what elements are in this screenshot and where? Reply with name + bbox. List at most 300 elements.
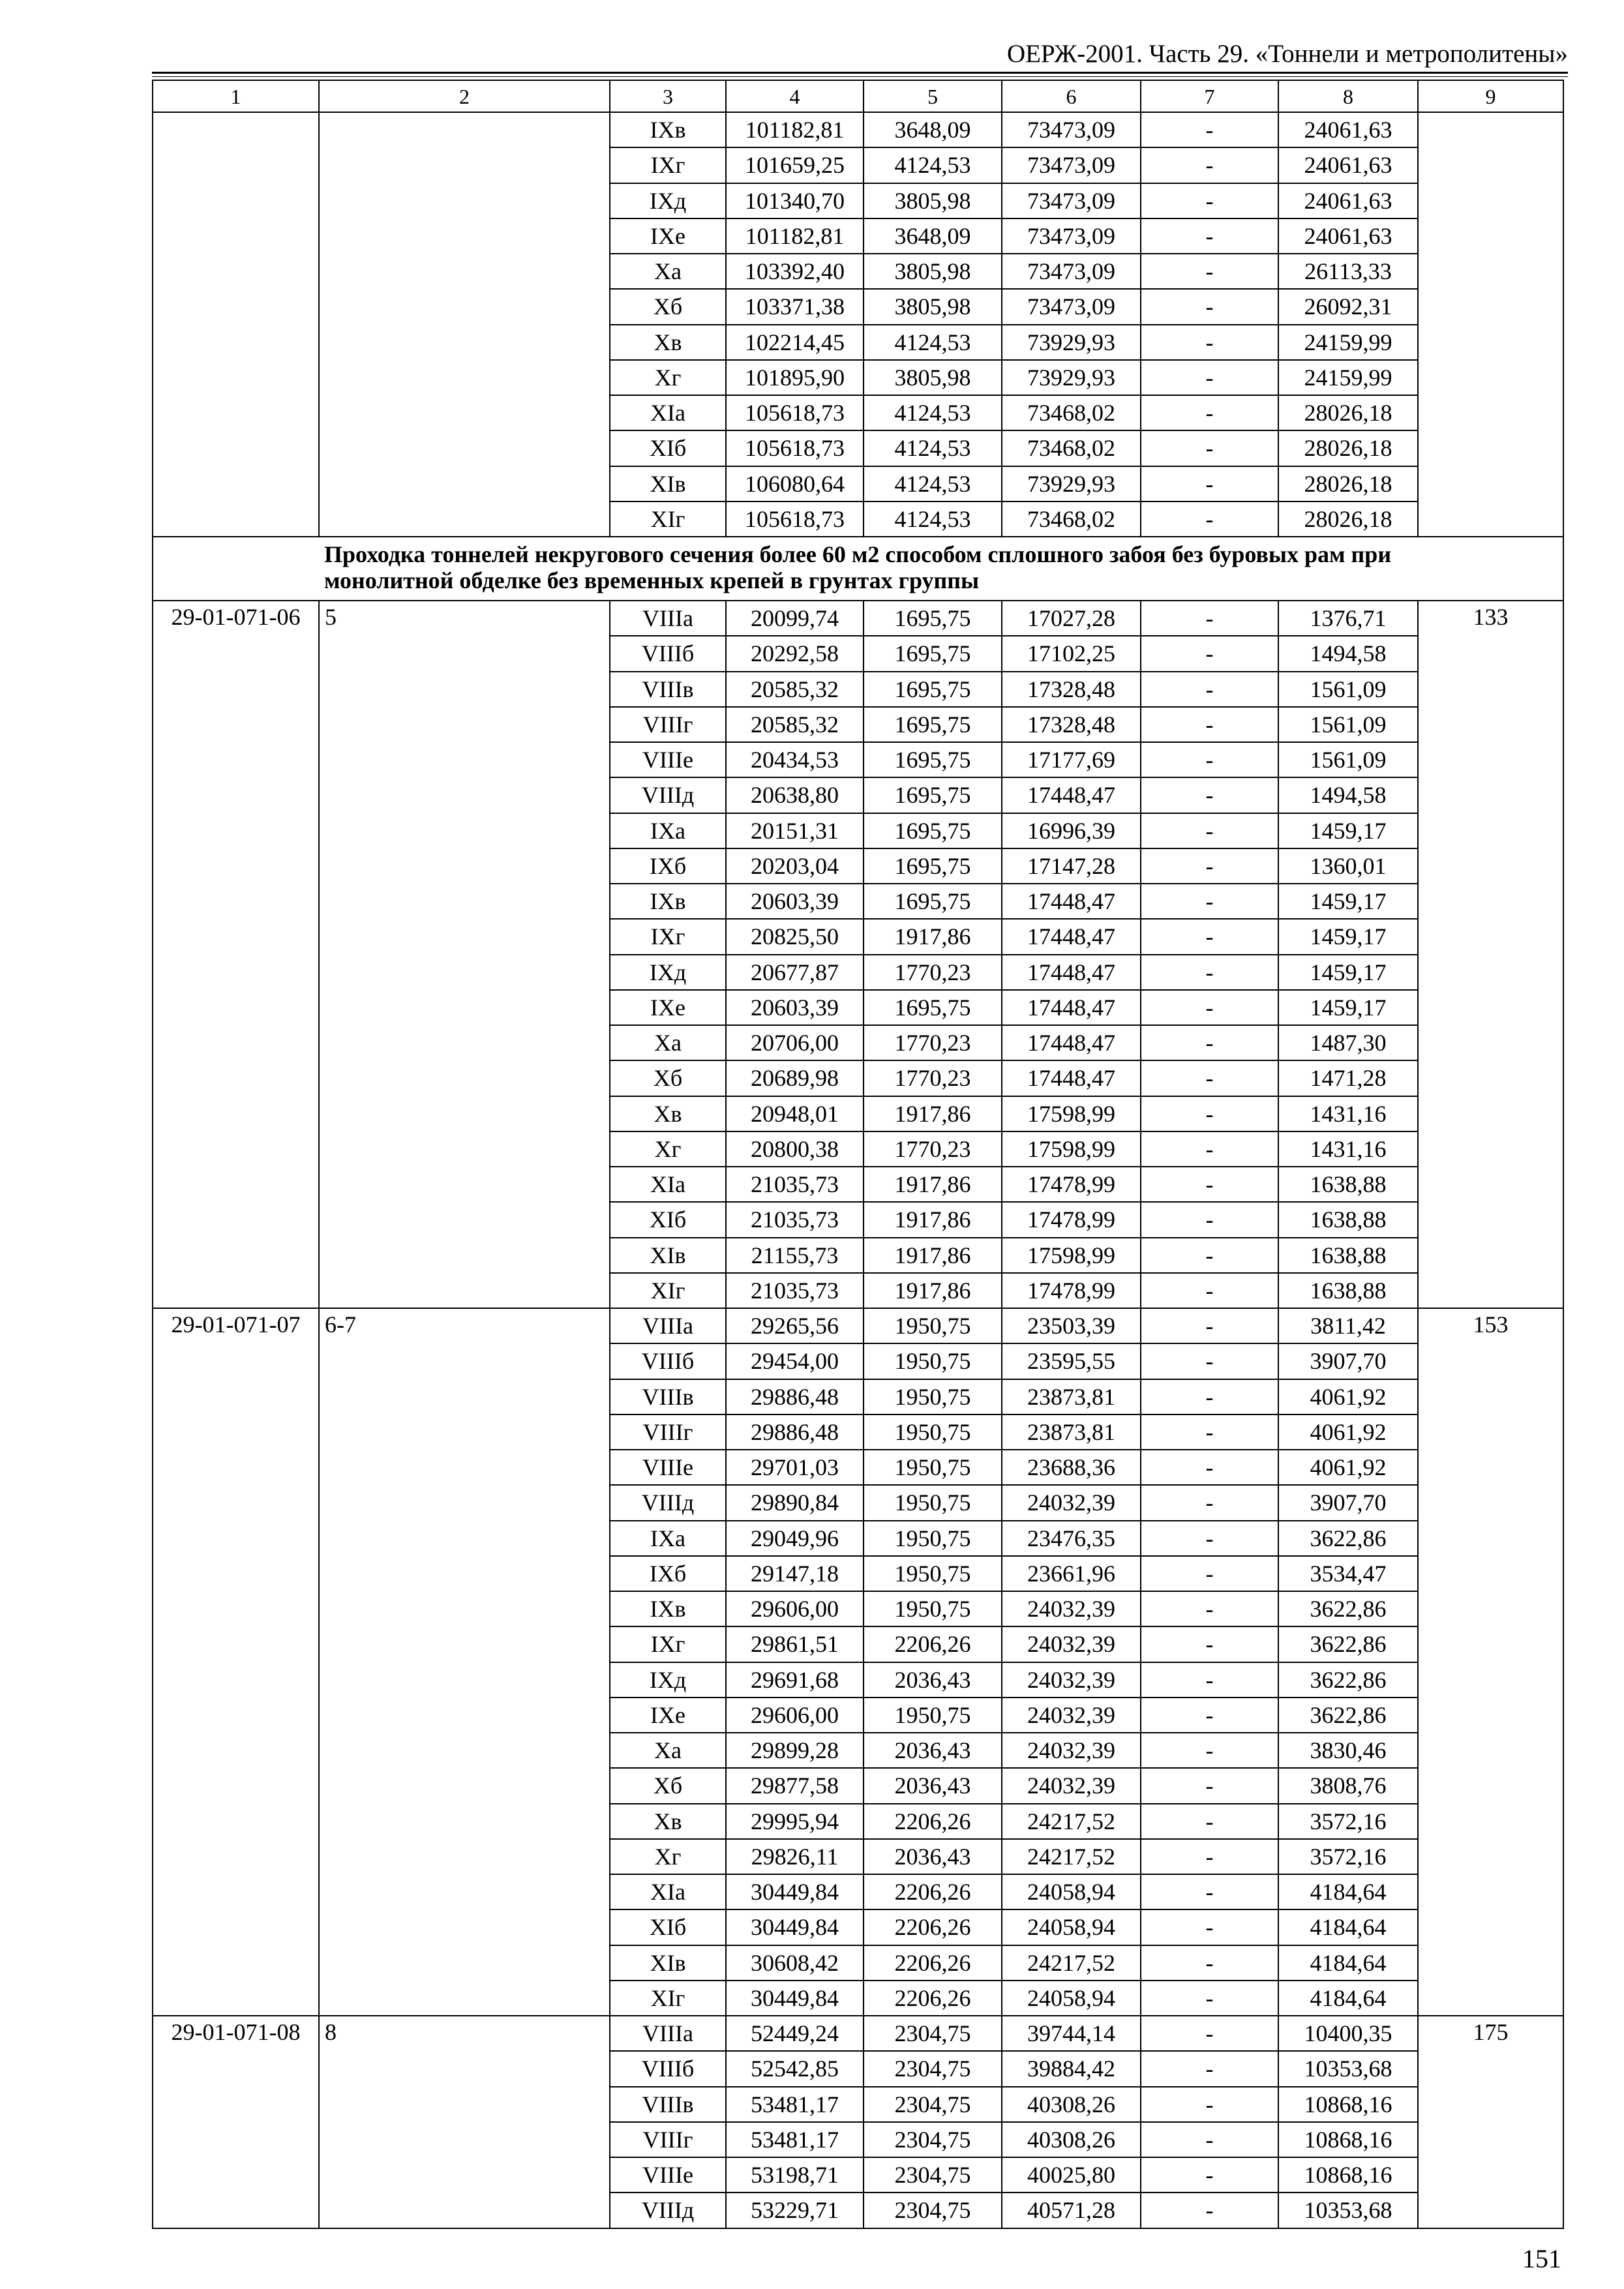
total-cost: 30449,84 bbox=[726, 1909, 864, 1945]
labor-cost: 2304,75 bbox=[864, 2122, 1002, 2157]
labor-cost: 1950,75 bbox=[864, 1485, 1002, 1520]
total-cost: 20638,80 bbox=[726, 777, 864, 813]
category: XIб bbox=[610, 430, 726, 466]
total-cost: 101182,81 bbox=[726, 218, 864, 254]
labor-cost: 1950,75 bbox=[864, 1343, 1002, 1379]
total-cost: 29861,51 bbox=[726, 1626, 864, 1662]
materials-cost: 1638,88 bbox=[1278, 1238, 1418, 1273]
total-cost: 53481,17 bbox=[726, 2122, 864, 2157]
total-cost: 21155,73 bbox=[726, 1238, 864, 1273]
machine-cost: 16996,39 bbox=[1002, 813, 1141, 848]
labor-cost: 4124,53 bbox=[864, 501, 1002, 537]
materials-cost: 3572,16 bbox=[1278, 1839, 1418, 1874]
labor-cost: 2036,43 bbox=[864, 1733, 1002, 1768]
labor-cost: 1917,86 bbox=[864, 1167, 1002, 1202]
machine-cost: 40571,28 bbox=[1002, 2192, 1141, 2228]
column-number: 3 bbox=[610, 80, 726, 112]
driver-wages: - bbox=[1141, 1662, 1278, 1698]
total-cost: 29701,03 bbox=[726, 1450, 864, 1485]
total-cost: 53481,17 bbox=[726, 2087, 864, 2122]
category: VIIIе bbox=[610, 2157, 726, 2192]
driver-wages: - bbox=[1141, 1167, 1278, 1202]
labor-cost: 1950,75 bbox=[864, 1450, 1002, 1485]
machine-cost: 23688,36 bbox=[1002, 1450, 1141, 1485]
section-heading-spacer bbox=[153, 537, 319, 601]
materials-cost: 1561,09 bbox=[1278, 742, 1418, 777]
driver-wages: - bbox=[1141, 1131, 1278, 1167]
machine-cost: 17102,25 bbox=[1002, 636, 1141, 671]
materials-cost: 4184,64 bbox=[1278, 1909, 1418, 1945]
labor-cost: 3648,09 bbox=[864, 218, 1002, 254]
materials-cost: 4061,92 bbox=[1278, 1379, 1418, 1414]
labor-cost: 1770,23 bbox=[864, 1060, 1002, 1096]
driver-wages: - bbox=[1141, 1804, 1278, 1839]
machine-cost: 73468,02 bbox=[1002, 395, 1141, 430]
machine-cost: 73929,93 bbox=[1002, 466, 1141, 501]
category: IXг bbox=[610, 919, 726, 954]
labor-cost: 2304,75 bbox=[864, 2157, 1002, 2192]
labor-cost: 4124,53 bbox=[864, 147, 1002, 183]
category: Xа bbox=[610, 1733, 726, 1768]
category: VIIIд bbox=[610, 2192, 726, 2228]
materials-cost: 28026,18 bbox=[1278, 395, 1418, 430]
driver-wages: - bbox=[1141, 1909, 1278, 1945]
machine-cost: 73473,09 bbox=[1002, 183, 1141, 218]
machine-cost: 17598,99 bbox=[1002, 1238, 1141, 1273]
total-cost: 30449,84 bbox=[726, 1874, 864, 1909]
table-row bbox=[153, 601, 1563, 636]
column-number: 6 bbox=[1002, 80, 1141, 112]
labor-cost: 1950,75 bbox=[864, 1308, 1002, 1343]
machine-cost: 17598,99 bbox=[1002, 1096, 1141, 1131]
column-number-row bbox=[153, 80, 1563, 112]
materials-cost: 1376,71 bbox=[1278, 601, 1418, 636]
labor-cost: 1950,75 bbox=[864, 1521, 1002, 1556]
table-row bbox=[153, 2016, 1563, 2051]
section-heading-line: Проходка тоннелей некругового сечения более 60 м2 способом сплошного забоя без буровых рам при bbox=[324, 541, 1392, 567]
category: VIIIд bbox=[610, 1485, 726, 1520]
machine-cost: 40025,80 bbox=[1002, 2157, 1141, 2192]
labor-cost: 1695,75 bbox=[864, 848, 1002, 884]
category: XIа bbox=[610, 1167, 726, 1202]
total-cost: 30608,42 bbox=[726, 1945, 864, 1981]
machine-cost: 73473,09 bbox=[1002, 218, 1141, 254]
machine-cost: 17478,99 bbox=[1002, 1202, 1141, 1237]
machine-cost: 24058,94 bbox=[1002, 1909, 1141, 1945]
materials-cost: 24061,63 bbox=[1278, 218, 1418, 254]
materials-cost: 1561,09 bbox=[1278, 707, 1418, 742]
materials-cost: 28026,18 bbox=[1278, 466, 1418, 501]
machine-cost: 23661,96 bbox=[1002, 1556, 1141, 1591]
labor-cost: 1770,23 bbox=[864, 1025, 1002, 1060]
category: IXв bbox=[610, 884, 726, 919]
rates-table-body bbox=[153, 80, 1563, 2228]
driver-wages: - bbox=[1141, 2122, 1278, 2157]
labor-cost: 1950,75 bbox=[864, 1591, 1002, 1626]
column-number: 8 bbox=[1278, 80, 1418, 112]
total-cost: 29454,00 bbox=[726, 1343, 864, 1379]
page-header-title: ОЕРЖ-2001. Часть 29. «Тоннели и метрополитены» bbox=[1006, 40, 1568, 68]
total-cost: 101895,90 bbox=[726, 360, 864, 395]
category: Xг bbox=[610, 1839, 726, 1874]
labor-cost: 4124,53 bbox=[864, 325, 1002, 360]
category: IXе bbox=[610, 990, 726, 1025]
driver-wages: - bbox=[1141, 1521, 1278, 1556]
machine-cost: 17448,47 bbox=[1002, 1025, 1141, 1060]
labor-cost: 3648,09 bbox=[864, 112, 1002, 147]
machine-cost: 17448,47 bbox=[1002, 884, 1141, 919]
materials-cost: 1638,88 bbox=[1278, 1273, 1418, 1308]
labor-cost: 1695,75 bbox=[864, 742, 1002, 777]
materials-cost: 3830,46 bbox=[1278, 1733, 1418, 1768]
machine-cost: 24217,52 bbox=[1002, 1839, 1141, 1874]
materials-cost: 10868,16 bbox=[1278, 2122, 1418, 2157]
category: Xб bbox=[610, 289, 726, 324]
total-cost: 29899,28 bbox=[726, 1733, 864, 1768]
soil-group: 8 bbox=[319, 2016, 610, 2228]
total-cost: 20603,39 bbox=[726, 884, 864, 919]
driver-wages: - bbox=[1141, 2157, 1278, 2192]
total-cost: 29147,18 bbox=[726, 1556, 864, 1591]
materials-cost: 3622,86 bbox=[1278, 1591, 1418, 1626]
machine-cost: 40308,26 bbox=[1002, 2087, 1141, 2122]
total-cost: 53229,71 bbox=[726, 2192, 864, 2228]
materials-cost: 26113,33 bbox=[1278, 254, 1418, 289]
driver-wages: - bbox=[1141, 1556, 1278, 1591]
total-cost: 106080,64 bbox=[726, 466, 864, 501]
labor-cost: 1917,86 bbox=[864, 1202, 1002, 1237]
machine-cost: 40308,26 bbox=[1002, 2122, 1141, 2157]
machine-cost: 17598,99 bbox=[1002, 1131, 1141, 1167]
machine-cost: 24032,39 bbox=[1002, 1591, 1141, 1626]
total-cost: 20706,00 bbox=[726, 1025, 864, 1060]
driver-wages: - bbox=[1141, 884, 1278, 919]
total-cost: 29890,84 bbox=[726, 1485, 864, 1520]
machine-cost: 73473,09 bbox=[1002, 289, 1141, 324]
machine-cost: 23503,39 bbox=[1002, 1308, 1141, 1343]
materials-cost: 3808,76 bbox=[1278, 1768, 1418, 1803]
labor-cost: 3805,98 bbox=[864, 183, 1002, 218]
materials-cost: 10868,16 bbox=[1278, 2157, 1418, 2192]
labor-cost: 3805,98 bbox=[864, 360, 1002, 395]
machine-cost: 24032,39 bbox=[1002, 1733, 1141, 1768]
total-cost: 20099,74 bbox=[726, 601, 864, 636]
materials-cost: 1638,88 bbox=[1278, 1202, 1418, 1237]
total-cost: 20689,98 bbox=[726, 1060, 864, 1096]
labor-cost: 4124,53 bbox=[864, 466, 1002, 501]
total-cost: 20677,87 bbox=[726, 955, 864, 990]
total-cost: 29265,56 bbox=[726, 1308, 864, 1343]
total-cost: 105618,73 bbox=[726, 395, 864, 430]
labor-cost: 2304,75 bbox=[864, 2192, 1002, 2228]
labor-cost: 3805,98 bbox=[864, 254, 1002, 289]
category: XIв bbox=[610, 466, 726, 501]
total-cost: 21035,73 bbox=[726, 1273, 864, 1308]
driver-wages: - bbox=[1141, 1238, 1278, 1273]
driver-wages: - bbox=[1141, 254, 1278, 289]
machine-cost: 39744,14 bbox=[1002, 2016, 1141, 2051]
driver-wages: - bbox=[1141, 813, 1278, 848]
total-cost: 29049,96 bbox=[726, 1521, 864, 1556]
materials-cost: 3622,86 bbox=[1278, 1662, 1418, 1698]
labor-cost: 1917,86 bbox=[864, 1273, 1002, 1308]
total-cost: 53198,71 bbox=[726, 2157, 864, 2192]
labor-cost: 2036,43 bbox=[864, 1768, 1002, 1803]
total-cost: 20603,39 bbox=[726, 990, 864, 1025]
category: VIIIб bbox=[610, 636, 726, 671]
labor-cost: 2206,26 bbox=[864, 1626, 1002, 1662]
machine-cost: 23873,81 bbox=[1002, 1379, 1141, 1414]
header-rule-thin bbox=[152, 76, 1568, 77]
labor-cost: 1695,75 bbox=[864, 813, 1002, 848]
column-number: 1 bbox=[153, 80, 319, 112]
total-cost: 20434,53 bbox=[726, 742, 864, 777]
labor-cost: 1917,86 bbox=[864, 1096, 1002, 1131]
labor-hours: 175 bbox=[1418, 2016, 1563, 2228]
materials-cost: 3622,86 bbox=[1278, 1626, 1418, 1662]
category: VIIIг bbox=[610, 2122, 726, 2157]
driver-wages: - bbox=[1141, 1485, 1278, 1520]
machine-cost: 73473,09 bbox=[1002, 112, 1141, 147]
driver-wages: - bbox=[1141, 289, 1278, 324]
materials-cost: 24159,99 bbox=[1278, 360, 1418, 395]
total-cost: 20800,38 bbox=[726, 1131, 864, 1167]
machine-cost: 17027,28 bbox=[1002, 601, 1141, 636]
labor-hours: 133 bbox=[1418, 601, 1563, 1308]
category: VIIIв bbox=[610, 2087, 726, 2122]
machine-cost: 17328,48 bbox=[1002, 707, 1141, 742]
driver-wages: - bbox=[1141, 1450, 1278, 1485]
rate-code bbox=[153, 112, 319, 537]
column-number: 7 bbox=[1141, 80, 1278, 112]
rates-table bbox=[152, 80, 1564, 2229]
category: Xв bbox=[610, 325, 726, 360]
driver-wages: - bbox=[1141, 1273, 1278, 1308]
materials-cost: 28026,18 bbox=[1278, 430, 1418, 466]
driver-wages: - bbox=[1141, 1945, 1278, 1981]
machine-cost: 24032,39 bbox=[1002, 1768, 1141, 1803]
labor-cost: 1695,75 bbox=[864, 636, 1002, 671]
driver-wages: - bbox=[1141, 395, 1278, 430]
labor-cost: 2036,43 bbox=[864, 1662, 1002, 1698]
materials-cost: 1459,17 bbox=[1278, 813, 1418, 848]
materials-cost: 3811,42 bbox=[1278, 1308, 1418, 1343]
machine-cost: 23873,81 bbox=[1002, 1414, 1141, 1450]
category: VIIIе bbox=[610, 1450, 726, 1485]
materials-cost: 3572,16 bbox=[1278, 1804, 1418, 1839]
driver-wages: - bbox=[1141, 1839, 1278, 1874]
category: IXб bbox=[610, 1556, 726, 1591]
labor-cost: 2206,26 bbox=[864, 1945, 1002, 1981]
labor-cost: 1695,75 bbox=[864, 777, 1002, 813]
materials-cost: 24061,63 bbox=[1278, 183, 1418, 218]
materials-cost: 4184,64 bbox=[1278, 1981, 1418, 2016]
driver-wages: - bbox=[1141, 1733, 1278, 1768]
materials-cost: 1561,09 bbox=[1278, 672, 1418, 707]
category: IXа bbox=[610, 1521, 726, 1556]
section-heading-line: монолитной обделке без временных крепей в грунтах группы bbox=[324, 567, 980, 593]
labor-cost: 1950,75 bbox=[864, 1379, 1002, 1414]
category: Xб bbox=[610, 1060, 726, 1096]
materials-cost: 3907,70 bbox=[1278, 1343, 1418, 1379]
category: XIг bbox=[610, 501, 726, 537]
driver-wages: - bbox=[1141, 1379, 1278, 1414]
driver-wages: - bbox=[1141, 1343, 1278, 1379]
driver-wages: - bbox=[1141, 1626, 1278, 1662]
driver-wages: - bbox=[1141, 601, 1278, 636]
total-cost: 52542,85 bbox=[726, 2051, 864, 2086]
materials-cost: 10353,68 bbox=[1278, 2051, 1418, 2086]
driver-wages: - bbox=[1141, 218, 1278, 254]
driver-wages: - bbox=[1141, 2051, 1278, 2086]
machine-cost: 17448,47 bbox=[1002, 919, 1141, 954]
category: IXа bbox=[610, 813, 726, 848]
machine-cost: 73468,02 bbox=[1002, 501, 1141, 537]
category: XIв bbox=[610, 1238, 726, 1273]
category: VIIIв bbox=[610, 1379, 726, 1414]
labor-cost: 2206,26 bbox=[864, 1874, 1002, 1909]
labor-cost: 1917,86 bbox=[864, 1238, 1002, 1273]
driver-wages: - bbox=[1141, 2087, 1278, 2122]
materials-cost: 3534,47 bbox=[1278, 1556, 1418, 1591]
machine-cost: 73929,93 bbox=[1002, 360, 1141, 395]
category: VIIIб bbox=[610, 2051, 726, 2086]
driver-wages: - bbox=[1141, 955, 1278, 990]
total-cost: 29886,48 bbox=[726, 1414, 864, 1450]
category: VIIIв bbox=[610, 672, 726, 707]
header-rule-thick bbox=[152, 72, 1568, 74]
category: VIIIа bbox=[610, 2016, 726, 2051]
total-cost: 29886,48 bbox=[726, 1379, 864, 1414]
materials-cost: 4184,64 bbox=[1278, 1874, 1418, 1909]
labor-cost: 3805,98 bbox=[864, 289, 1002, 324]
total-cost: 105618,73 bbox=[726, 430, 864, 466]
driver-wages: - bbox=[1141, 2016, 1278, 2051]
materials-cost: 10868,16 bbox=[1278, 2087, 1418, 2122]
materials-cost: 10353,68 bbox=[1278, 2192, 1418, 2228]
driver-wages: - bbox=[1141, 1202, 1278, 1237]
machine-cost: 17448,47 bbox=[1002, 955, 1141, 990]
total-cost: 29995,94 bbox=[726, 1804, 864, 1839]
machine-cost: 73473,09 bbox=[1002, 254, 1141, 289]
category: IXв bbox=[610, 1591, 726, 1626]
machine-cost: 23595,55 bbox=[1002, 1343, 1141, 1379]
machine-cost: 24058,94 bbox=[1002, 1874, 1141, 1909]
materials-cost: 1471,28 bbox=[1278, 1060, 1418, 1096]
labor-hours: 153 bbox=[1418, 1308, 1563, 2016]
total-cost: 20151,31 bbox=[726, 813, 864, 848]
materials-cost: 1459,17 bbox=[1278, 884, 1418, 919]
table-row bbox=[153, 1308, 1563, 1343]
driver-wages: - bbox=[1141, 430, 1278, 466]
labor-cost: 4124,53 bbox=[864, 395, 1002, 430]
total-cost: 20203,04 bbox=[726, 848, 864, 884]
driver-wages: - bbox=[1141, 2192, 1278, 2228]
machine-cost: 17177,69 bbox=[1002, 742, 1141, 777]
materials-cost: 24061,63 bbox=[1278, 147, 1418, 183]
materials-cost: 1431,16 bbox=[1278, 1131, 1418, 1167]
total-cost: 103371,38 bbox=[726, 289, 864, 324]
driver-wages: - bbox=[1141, 1096, 1278, 1131]
category: VIIIа bbox=[610, 1308, 726, 1343]
category: Xв bbox=[610, 1804, 726, 1839]
column-number: 9 bbox=[1418, 80, 1563, 112]
driver-wages: - bbox=[1141, 112, 1278, 147]
category: IXг bbox=[610, 1626, 726, 1662]
total-cost: 29826,11 bbox=[726, 1839, 864, 1874]
total-cost: 29606,00 bbox=[726, 1591, 864, 1626]
total-cost: 101182,81 bbox=[726, 112, 864, 147]
driver-wages: - bbox=[1141, 325, 1278, 360]
total-cost: 29877,58 bbox=[726, 1768, 864, 1803]
category: Xа bbox=[610, 254, 726, 289]
materials-cost: 4061,92 bbox=[1278, 1450, 1418, 1485]
labor-cost: 2206,26 bbox=[864, 1981, 1002, 2016]
driver-wages: - bbox=[1141, 742, 1278, 777]
materials-cost: 4184,64 bbox=[1278, 1945, 1418, 1981]
machine-cost: 17448,47 bbox=[1002, 777, 1141, 813]
page-number: 151 bbox=[1522, 2244, 1561, 2273]
machine-cost: 24217,52 bbox=[1002, 1945, 1141, 1981]
category: XIб bbox=[610, 1202, 726, 1237]
materials-cost: 28026,18 bbox=[1278, 501, 1418, 537]
soil-group: 5 bbox=[319, 601, 610, 1308]
driver-wages: - bbox=[1141, 147, 1278, 183]
total-cost: 20585,32 bbox=[726, 672, 864, 707]
machine-cost: 24058,94 bbox=[1002, 1981, 1141, 2016]
materials-cost: 1459,17 bbox=[1278, 955, 1418, 990]
category: XIг bbox=[610, 1981, 726, 2016]
total-cost: 20948,01 bbox=[726, 1096, 864, 1131]
machine-cost: 73473,09 bbox=[1002, 147, 1141, 183]
materials-cost: 1459,17 bbox=[1278, 919, 1418, 954]
labor-cost: 1695,75 bbox=[864, 884, 1002, 919]
materials-cost: 24159,99 bbox=[1278, 325, 1418, 360]
labor-cost: 1950,75 bbox=[864, 1556, 1002, 1591]
category: IXд bbox=[610, 183, 726, 218]
driver-wages: - bbox=[1141, 1025, 1278, 1060]
category: Xв bbox=[610, 1096, 726, 1131]
machine-cost: 23476,35 bbox=[1002, 1521, 1141, 1556]
total-cost: 30449,84 bbox=[726, 1981, 864, 2016]
driver-wages: - bbox=[1141, 848, 1278, 884]
materials-cost: 1431,16 bbox=[1278, 1096, 1418, 1131]
total-cost: 21035,73 bbox=[726, 1167, 864, 1202]
materials-cost: 10400,35 bbox=[1278, 2016, 1418, 2051]
category: IXв bbox=[610, 112, 726, 147]
category: Xг bbox=[610, 1131, 726, 1167]
total-cost: 20825,50 bbox=[726, 919, 864, 954]
soil-group: 6-7 bbox=[319, 1308, 610, 2016]
category: XIб bbox=[610, 1909, 726, 1945]
section-heading bbox=[319, 537, 1563, 601]
category: XIг bbox=[610, 1273, 726, 1308]
materials-cost: 4061,92 bbox=[1278, 1414, 1418, 1450]
machine-cost: 24032,39 bbox=[1002, 1662, 1141, 1698]
category: IXд bbox=[610, 1662, 726, 1698]
materials-cost: 1494,58 bbox=[1278, 777, 1418, 813]
driver-wages: - bbox=[1141, 777, 1278, 813]
category: VIIIд bbox=[610, 777, 726, 813]
labor-cost: 1950,75 bbox=[864, 1698, 1002, 1733]
category: IXб bbox=[610, 848, 726, 884]
labor-cost: 1950,75 bbox=[864, 1414, 1002, 1450]
materials-cost: 1459,17 bbox=[1278, 990, 1418, 1025]
materials-cost: 26092,31 bbox=[1278, 289, 1418, 324]
category: VIIIб bbox=[610, 1343, 726, 1379]
materials-cost: 3622,86 bbox=[1278, 1698, 1418, 1733]
section-heading-row bbox=[153, 537, 1563, 601]
